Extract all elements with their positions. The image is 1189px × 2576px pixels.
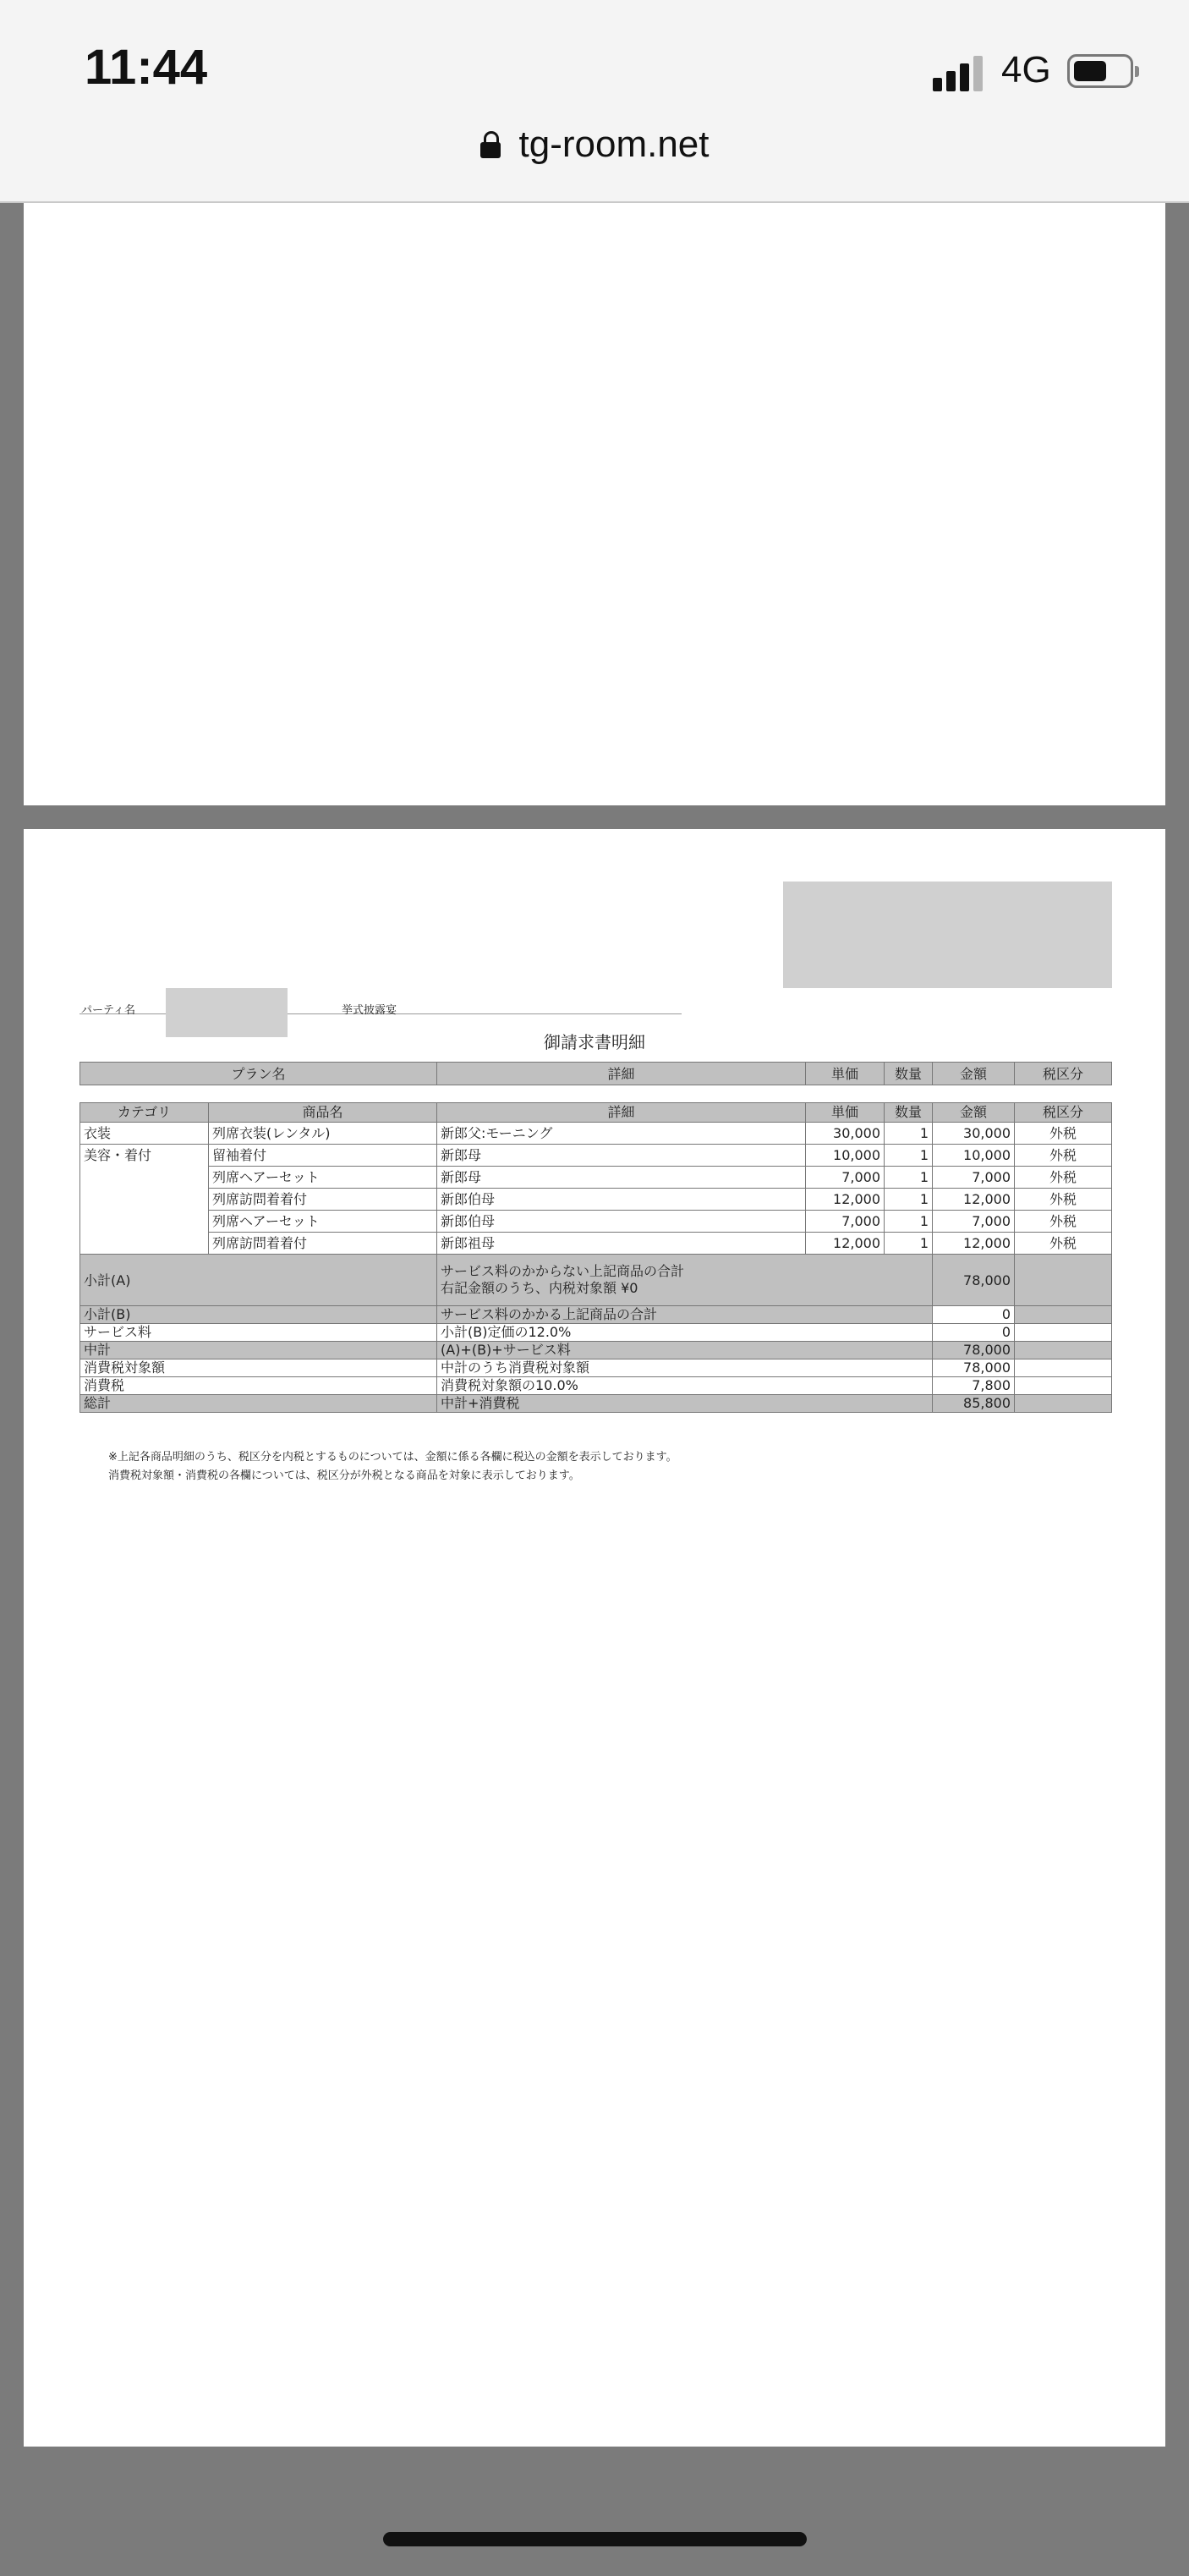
item-qty: 1	[885, 1233, 933, 1255]
item-qty: 1	[885, 1123, 933, 1145]
table-row	[80, 1233, 1112, 1255]
grand-total-description: 中計+消費税	[437, 1395, 933, 1413]
plan-table	[79, 1062, 1112, 1085]
table-row	[80, 1211, 1112, 1233]
plan-header: 単価	[806, 1063, 885, 1085]
midtotal-amount: 78,000	[933, 1342, 1015, 1359]
taxable-base-amount: 78,000	[933, 1359, 1015, 1377]
item-tax: 外税	[1015, 1233, 1112, 1255]
item-detail: 新郎伯母	[437, 1189, 806, 1211]
address-bar[interactable]	[0, 124, 1189, 166]
taxable-base-description: 中計のうち消費税対象額	[437, 1359, 933, 1377]
midtotal-tax	[1015, 1342, 1112, 1359]
consumption-tax-amount: 7,800	[933, 1377, 1015, 1395]
service-charge-tax	[1015, 1324, 1112, 1342]
item-qty: 1	[885, 1167, 933, 1189]
subtotal-a-tax	[1015, 1255, 1112, 1306]
item-amount: 30,000	[933, 1123, 1015, 1145]
plan-header: プラン名	[80, 1063, 437, 1085]
subtotal-a-desc-line2: 右記金額のうち、内税対象額 ¥0	[441, 1280, 638, 1296]
lock-icon	[480, 131, 501, 158]
subtotal-a-description	[437, 1255, 933, 1306]
item-tax: 外税	[1015, 1167, 1112, 1189]
midtotal-row	[80, 1342, 1112, 1359]
taxable-base-label: 消費税対象額	[80, 1359, 437, 1377]
item-detail: 新郎母	[437, 1167, 806, 1189]
items-table	[79, 1102, 1112, 1413]
subtotal-a-label: 小計(A)	[80, 1255, 437, 1306]
subtotal-b-label: 小計(B)	[80, 1306, 437, 1324]
subtotal-a-row	[80, 1255, 1112, 1306]
item-header: 詳細	[437, 1103, 806, 1123]
subtotal-b-description: サービス料のかかる上記商品の合計	[437, 1306, 933, 1324]
footnote-line: ※上記各商品明細のうち、税区分を内税とするものについては、金額に係る各欄に税込の金額を表示しております。	[108, 1451, 677, 1464]
item-detail: 新郎母	[437, 1145, 806, 1167]
subtotal-b-amount: 0	[933, 1306, 1015, 1324]
item-tax: 外税	[1015, 1189, 1112, 1211]
service-charge-label: サービス料	[80, 1324, 437, 1342]
item-qty: 1	[885, 1145, 933, 1167]
item-price: 7,000	[806, 1167, 885, 1189]
item-amount: 10,000	[933, 1145, 1015, 1167]
plan-header: 金額	[933, 1063, 1015, 1085]
footnotes	[108, 1448, 677, 1486]
taxable-base-row	[80, 1359, 1112, 1377]
grand-total-tax	[1015, 1395, 1112, 1413]
table-row	[80, 1167, 1112, 1189]
item-detail: 新郎伯母	[437, 1211, 806, 1233]
pdf-page-2	[24, 829, 1165, 2447]
signal-icon	[933, 52, 984, 91]
party-suffix: 挙式披露宴	[342, 1004, 397, 1017]
item-price: 12,000	[806, 1189, 885, 1211]
consumption-tax-label: 消費税	[80, 1377, 437, 1395]
item-name: 留袖着付	[209, 1145, 437, 1167]
item-price: 30,000	[806, 1123, 885, 1145]
item-tax: 外税	[1015, 1145, 1112, 1167]
item-detail: 新郎父:モーニング	[437, 1123, 806, 1145]
browser-top-bar	[0, 0, 1189, 203]
service-charge-description: 小計(B)定価の12.0%	[437, 1324, 933, 1342]
item-price: 10,000	[806, 1145, 885, 1167]
item-amount: 7,000	[933, 1167, 1015, 1189]
battery-icon	[1067, 54, 1133, 88]
item-price: 12,000	[806, 1233, 885, 1255]
item-header: 税区分	[1015, 1103, 1112, 1123]
status-time: 11:44	[85, 40, 208, 95]
item-name: 列席ヘアーセット	[209, 1211, 437, 1233]
home-indicator[interactable]	[383, 2532, 807, 2546]
table-row	[80, 1145, 1112, 1167]
items-header-row	[80, 1103, 1112, 1123]
consumption-tax-row	[80, 1377, 1112, 1395]
table-row	[80, 1189, 1112, 1211]
subtotal-b-row	[80, 1306, 1112, 1324]
consumption-tax-tax	[1015, 1377, 1112, 1395]
subtotal-a-amount: 78,000	[933, 1255, 1015, 1306]
item-amount: 12,000	[933, 1189, 1015, 1211]
grand-total-amount: 85,800	[933, 1395, 1015, 1413]
item-qty: 1	[885, 1189, 933, 1211]
item-name: 列席訪問着着付	[209, 1189, 437, 1211]
taxable-base-tax	[1015, 1359, 1112, 1377]
plan-header: 詳細	[437, 1063, 806, 1085]
table-row	[80, 1123, 1112, 1145]
item-category: 美容・着付	[80, 1145, 209, 1255]
item-price: 7,000	[806, 1211, 885, 1233]
midtotal-label: 中計	[80, 1342, 437, 1359]
item-amount: 7,000	[933, 1211, 1015, 1233]
consumption-tax-description: 消費税対象額の10.0%	[437, 1377, 933, 1395]
subtotal-a-desc-line1: サービス料のかからない上記商品の合計	[441, 1263, 685, 1279]
grand-total-label: 総計	[80, 1395, 437, 1413]
pdf-page-1	[24, 203, 1165, 805]
item-header: 数量	[885, 1103, 933, 1123]
service-charge-amount: 0	[933, 1324, 1015, 1342]
plan-header: 数量	[885, 1063, 933, 1085]
item-header: 商品名	[209, 1103, 437, 1123]
url-text: tg-room.net	[518, 124, 710, 165]
item-qty: 1	[885, 1211, 933, 1233]
subtotal-b-tax	[1015, 1306, 1112, 1324]
redacted-logo-area	[783, 882, 1112, 988]
footnote-line: 消費税対象額・消費税の各欄については、税区分が外税となる商品を対象に表示しております。	[108, 1469, 580, 1482]
service-charge-row	[80, 1324, 1112, 1342]
item-header: 単価	[806, 1103, 885, 1123]
grand-total-row	[80, 1395, 1112, 1413]
item-header: カテゴリ	[80, 1103, 209, 1123]
plan-header: 税区分	[1015, 1063, 1112, 1085]
item-name: 列席訪問着着付	[209, 1233, 437, 1255]
item-header: 金額	[933, 1103, 1015, 1123]
document-title: 御請求書明細	[544, 1032, 645, 1052]
network-type: 4G	[1001, 49, 1051, 91]
item-category: 衣装	[80, 1123, 209, 1145]
item-tax: 外税	[1015, 1211, 1112, 1233]
item-amount: 12,000	[933, 1233, 1015, 1255]
midtotal-description: (A)+(B)+サービス料	[437, 1342, 933, 1359]
item-name: 列席衣装(レンタル)	[209, 1123, 437, 1145]
party-label: パーティ名	[81, 1004, 135, 1017]
item-name: 列席ヘアーセット	[209, 1167, 437, 1189]
item-tax: 外税	[1015, 1123, 1112, 1145]
item-detail: 新郎祖母	[437, 1233, 806, 1255]
